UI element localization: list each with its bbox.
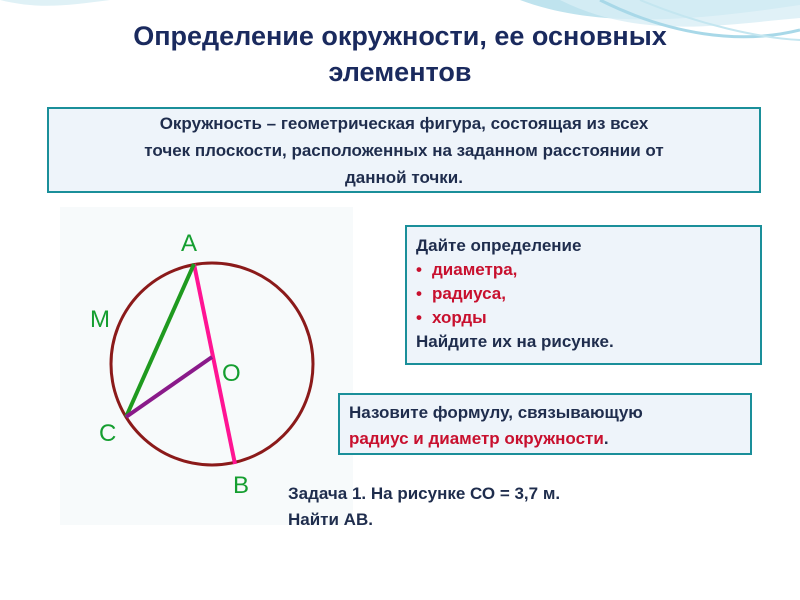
problem-line-2: Найти АВ.	[288, 510, 373, 529]
formula-highlight: радиус и диаметр окружности	[349, 429, 604, 448]
list-item: • диаметра,	[416, 260, 518, 279]
problem-line-1: Задача 1. На рисунке СО = 3,7 м.	[288, 484, 561, 503]
definition-box	[47, 107, 761, 193]
definition-line-2: точек плоскости, расположенных на заданном расстоянии от	[144, 140, 664, 160]
formula-period: .	[603, 429, 609, 448]
formula-line-1: Назовите формулу, связывающую	[349, 403, 643, 422]
list-item: • радиуса,	[416, 284, 506, 303]
task-footer: Найдите их на рисунке.	[416, 332, 614, 351]
point-label-m: M	[90, 306, 110, 333]
definition-line-1: Окружность – геометрическая фигура, состоящая из всех	[159, 113, 649, 133]
task-heading: Дайте определение	[416, 236, 582, 255]
problem-text	[288, 481, 708, 533]
task-item-diameter: диаметра,	[432, 260, 518, 279]
definition-text	[144, 110, 663, 191]
title-line-2: элементов	[328, 57, 472, 87]
definition-line-3: данной точки.	[345, 167, 463, 187]
page-title	[60, 18, 740, 90]
point-label-o: O	[222, 360, 241, 387]
formula-box	[338, 393, 752, 455]
task-box	[405, 225, 762, 365]
title-line-1: Определение окружности, ее основных	[133, 21, 667, 51]
formula-line-2	[349, 426, 741, 452]
point-label-b: В	[233, 472, 250, 499]
point-label-c: С	[99, 420, 117, 447]
task-item-radius: радиуса,	[432, 284, 506, 303]
circle	[111, 263, 313, 465]
circle-figure	[60, 207, 353, 525]
point-label-a: А	[181, 230, 198, 257]
task-item-chord: хорды	[432, 308, 487, 327]
list-item: • хорды	[416, 308, 487, 327]
